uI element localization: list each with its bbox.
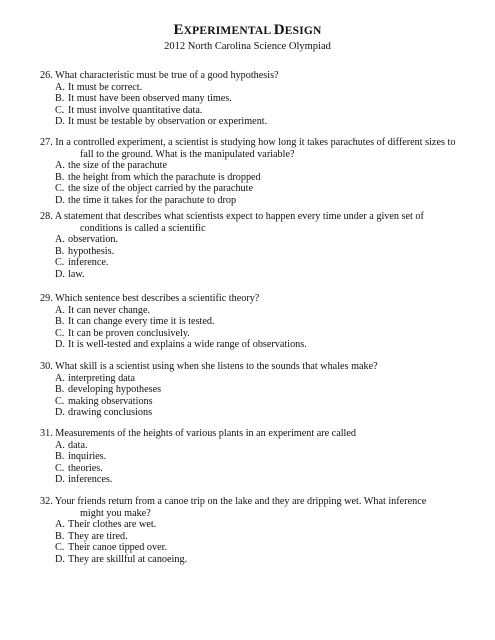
question-stem-line: 27. In a controlled experiment, a scientist is studying how long it takes parachutes of different sizes to (40, 137, 456, 148)
option-letter: C. (55, 395, 65, 407)
option-letter: B. (55, 93, 65, 105)
option-list (40, 234, 460, 280)
option-letter: A. (55, 372, 65, 384)
option-letter: D. (55, 194, 65, 206)
option-a (40, 234, 460, 246)
option-letter: D. (55, 268, 65, 280)
question-26 (40, 70, 460, 128)
option-text: It can never change. (68, 304, 151, 316)
question-stem-line: 32. Your friends return from a canoe trip on the lake and they are dripping wet. What inference (40, 496, 427, 507)
question-28 (40, 211, 460, 281)
document-title (0, 22, 495, 39)
option-text: the time it takes for the parachute to drop (68, 194, 237, 206)
option-letter: C. (55, 183, 65, 195)
option-text: developing hypotheses (68, 384, 162, 396)
option-letter: A. (55, 519, 65, 531)
title-rest-1: XPERIMENTAL (183, 25, 274, 37)
option-letter: A. (55, 234, 65, 246)
option-text: It can be proven conclusively. (68, 327, 190, 339)
option-list (40, 519, 460, 565)
option-c (40, 183, 460, 195)
option-text: Their canoe tipped over. (68, 542, 168, 554)
option-letter: C. (55, 257, 65, 269)
option-list (40, 160, 460, 206)
option-letter: B. (55, 245, 65, 257)
option-a (40, 305, 460, 317)
title-rest-2: ESIGN (284, 25, 322, 37)
option-text: inference. (68, 257, 109, 269)
option-text: They are tired. (68, 530, 128, 542)
option-text: making observations (68, 395, 153, 407)
option-list (40, 440, 460, 486)
option-letter: A. (55, 304, 65, 316)
option-text: Their clothes are wet. (68, 519, 157, 531)
question-stem: 30. What skill is a scientist using when she listens to the sounds that whales make? (40, 361, 378, 372)
option-a (40, 440, 460, 452)
option-letter: A. (55, 160, 65, 172)
question-stem-continuation: fall to the ground. What is the manipulated variable? (80, 148, 295, 160)
option-letter: B. (55, 384, 65, 396)
option-b (40, 172, 460, 184)
option-b (40, 384, 460, 396)
option-letter: D. (55, 407, 65, 419)
option-text: They are skillful at canoeing. (68, 553, 188, 565)
question-stem-line: 28. A statement that describes what scientists expect to happen every time under a given set of (40, 211, 424, 222)
option-b (40, 316, 460, 328)
option-a (40, 160, 460, 172)
option-letter: A. (55, 81, 65, 93)
option-letter: B. (55, 316, 65, 328)
question-stem: 31. Measurements of the heights of various plants in an experiment are called (40, 428, 356, 439)
option-b (40, 531, 460, 543)
option-text: interpreting data (68, 372, 136, 384)
option-text: It must involve quantitative data. (68, 104, 203, 116)
option-d (40, 474, 460, 486)
option-text: inferences. (68, 474, 113, 486)
option-d (40, 116, 460, 128)
option-text: It is well-tested and explains a wide range of observations. (68, 339, 307, 351)
question-32 (40, 496, 460, 566)
option-b (40, 93, 460, 105)
option-b (40, 246, 460, 258)
option-d (40, 407, 460, 419)
option-letter: B. (55, 451, 65, 463)
option-letter: D. (55, 116, 65, 128)
question-stem: 29. Which sentence best describes a scientific theory? (40, 293, 260, 304)
option-c (40, 328, 460, 340)
option-a (40, 373, 460, 385)
option-text: the size of the object carried by the parachute (68, 183, 253, 195)
title-initial-1: E (173, 22, 184, 38)
option-text: hypothesis. (68, 245, 115, 257)
option-b (40, 451, 460, 463)
question-stem-continuation: conditions is called a scientific (80, 222, 206, 234)
option-text: observation. (68, 234, 119, 246)
option-letter: C. (55, 542, 65, 554)
option-c (40, 105, 460, 117)
option-d (40, 554, 460, 566)
document-subtitle: 2012 North Carolina Science Olympiad (164, 41, 331, 52)
option-text: It must have been observed many times. (68, 93, 232, 105)
option-letter: C. (55, 104, 65, 116)
option-text: It must be correct. (68, 81, 143, 93)
option-list (40, 82, 460, 128)
question-27 (40, 137, 460, 207)
question-stem: 26. What characteristic must be true of a good hypothesis? (40, 70, 279, 81)
option-letter: D. (55, 339, 65, 351)
option-text: law. (68, 268, 85, 280)
option-c (40, 257, 460, 269)
question-31 (40, 428, 460, 486)
option-c (40, 542, 460, 554)
option-c (40, 396, 460, 408)
option-text: inquiries. (68, 451, 107, 463)
option-letter: C. (55, 327, 65, 339)
option-letter: D. (55, 553, 65, 565)
question-stem (40, 211, 460, 234)
option-text: It must be testable by observation or experiment. (68, 116, 268, 128)
option-c (40, 463, 460, 475)
option-text: data. (68, 439, 88, 451)
option-text: theories. (68, 462, 103, 474)
question-stem (40, 496, 460, 519)
option-d (40, 339, 460, 351)
option-text: the height from which the parachute is dropped (68, 171, 261, 183)
option-text: drawing conclusions (68, 407, 153, 419)
option-letter: D. (55, 474, 65, 486)
option-d (40, 195, 460, 207)
question-30 (40, 361, 460, 419)
question-29 (40, 293, 460, 351)
option-list (40, 305, 460, 351)
option-letter: B. (55, 171, 65, 183)
option-letter: C. (55, 462, 65, 474)
option-a (40, 519, 460, 531)
option-list (40, 373, 460, 419)
option-a (40, 82, 460, 94)
option-text: the size of the parachute (68, 160, 167, 172)
option-letter: A. (55, 439, 65, 451)
question-stem (40, 137, 460, 160)
question-stem-continuation: might you make? (80, 507, 151, 519)
option-letter: B. (55, 530, 65, 542)
title-initial-2: D (273, 22, 285, 38)
option-text: It can change every time it is tested. (68, 316, 215, 328)
option-d (40, 269, 460, 281)
